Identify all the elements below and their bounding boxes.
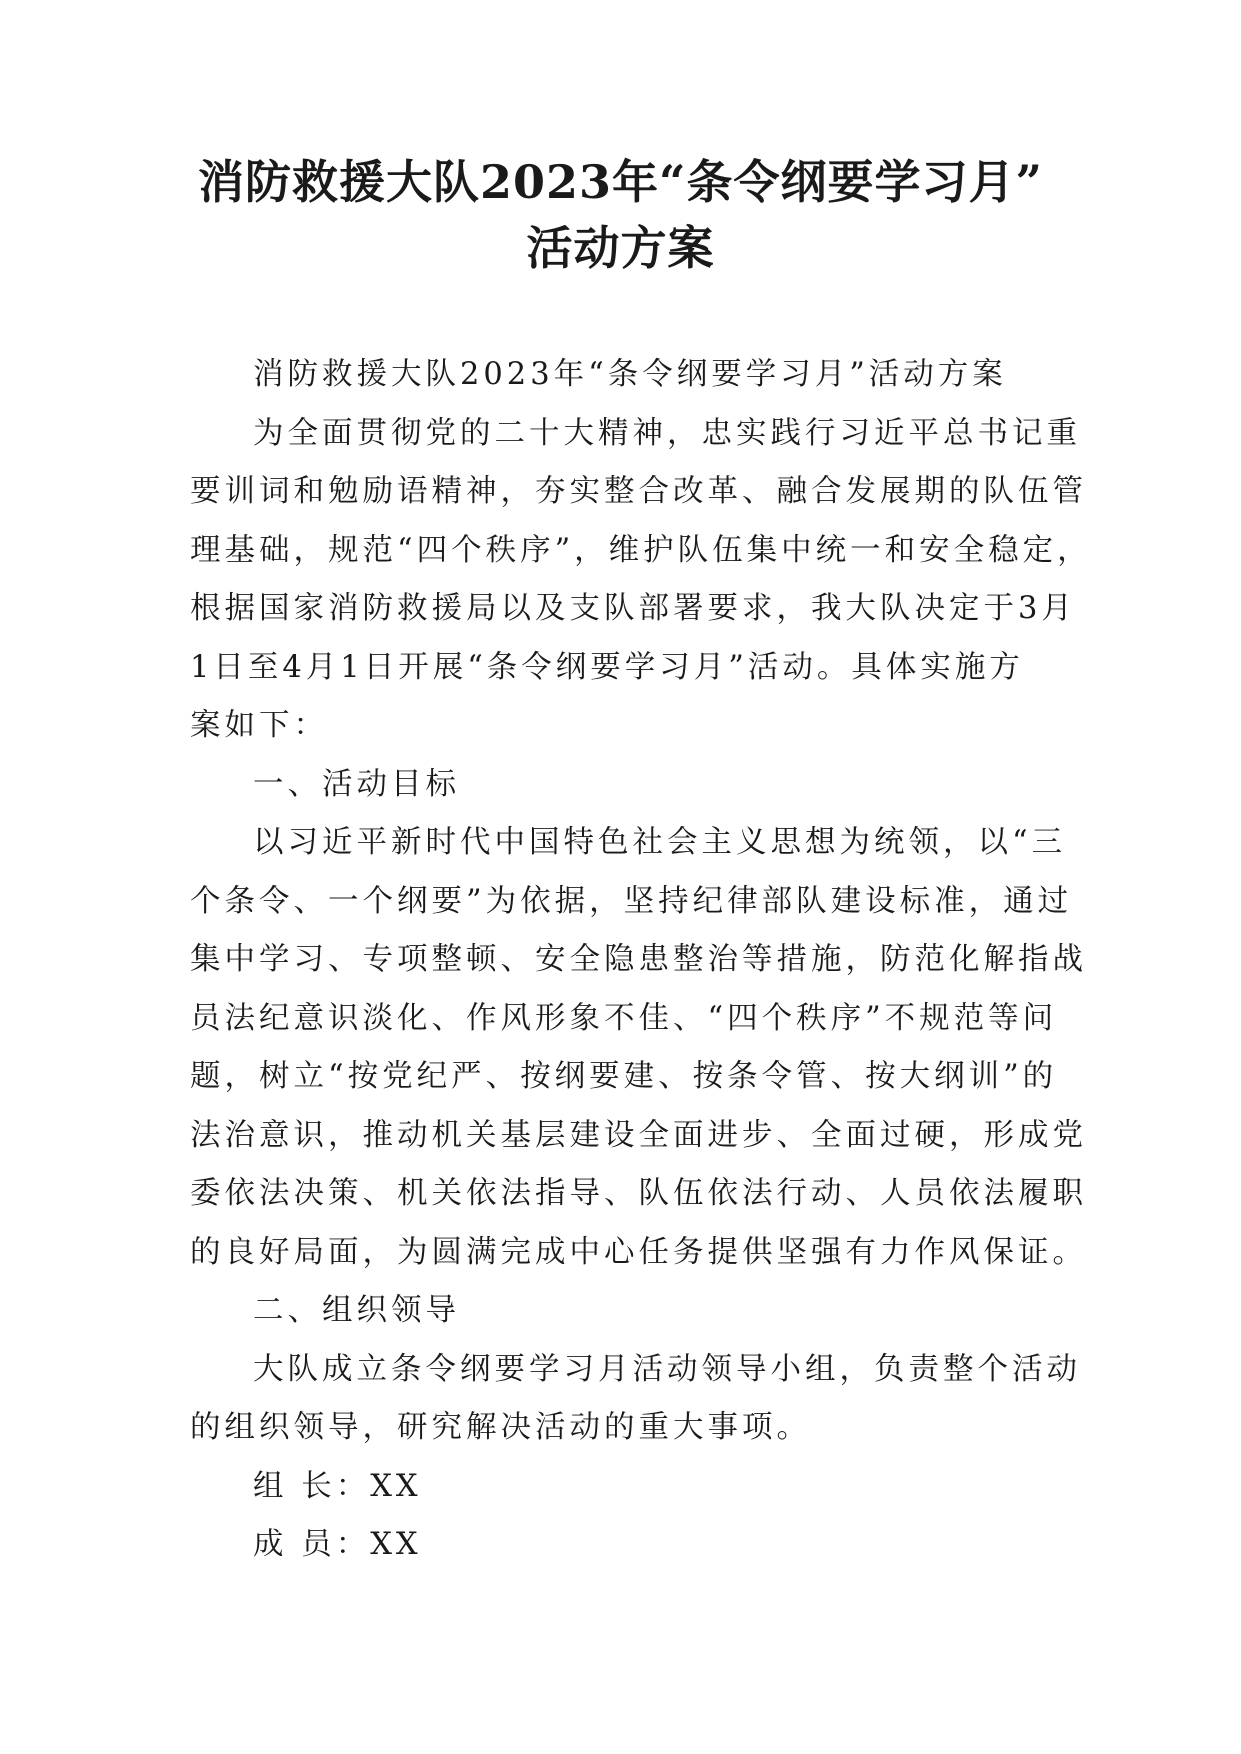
body-line: 法治意识，推动机关基层建设全面进步、全面过硬，形成党 <box>190 1117 1087 1153</box>
body-line: 集中学习、专项整顿、安全隐患整治等措施，防范化解指战 <box>190 942 1087 977</box>
document-title-line-2: 活动方案 <box>526 221 715 275</box>
section-heading: 二、组织领导 <box>253 1293 460 1328</box>
body-line: 为全面贯彻党的二十大精神，忠实践行习近平总书记重 <box>253 415 1081 451</box>
body-line: 根据国家消防救援局以及支队部署要求，我大队决定于3月 <box>190 591 1076 626</box>
section-heading: 一、活动目标 <box>253 766 460 802</box>
body-line: 要训词和勉励语精神，夯实整合改革、融合发展期的队伍管 <box>190 474 1087 509</box>
body-line: 消防救援大队2023年“条令纲要学习月”活动方案 <box>253 357 1007 392</box>
body-line: 1日至4月1日开展“条令纲要学习月”活动。具体实施方 <box>190 649 1024 685</box>
body-line: 大队成立条令纲要学习月活动领导小组，负责整个活动 <box>253 1351 1081 1387</box>
body-line: 的良好局面，为圆满完成中心任务提供坚强有力作风保证。 <box>190 1234 1087 1270</box>
document-body <box>190 346 1092 1575</box>
body-line: 案如下： <box>190 708 328 743</box>
body-line: 成 员：XX <box>253 1527 422 1562</box>
body-line: 以习近平新时代中国特色社会主义思想为统领，以“三 <box>253 825 1067 860</box>
body-line: 员法纪意识淡化、作风形象不佳、“四个秩序”不规范等问 <box>190 1000 1058 1036</box>
body-line: 个条令、一个纲要”为依据，坚持纪律部队建设标准，通过 <box>190 883 1073 919</box>
document-title-line-1: 消防救援大队2023年“条令纲要学习月” <box>198 155 1043 209</box>
body-line: 理基础，规范“四个秩序”，维护队伍集中统一和安全稳定， <box>190 532 1092 568</box>
body-line: 的组织领导，研究解决活动的重大事项。 <box>190 1410 811 1445</box>
body-line: 组 长：XX <box>253 1468 422 1504</box>
body-line: 题，树立“按党纪严、按纲要建、按条令管、按大纲训”的 <box>190 1059 1058 1094</box>
body-line: 委依法决策、机关依法指导、队伍依法行动、人员依法履职 <box>190 1176 1087 1211</box>
